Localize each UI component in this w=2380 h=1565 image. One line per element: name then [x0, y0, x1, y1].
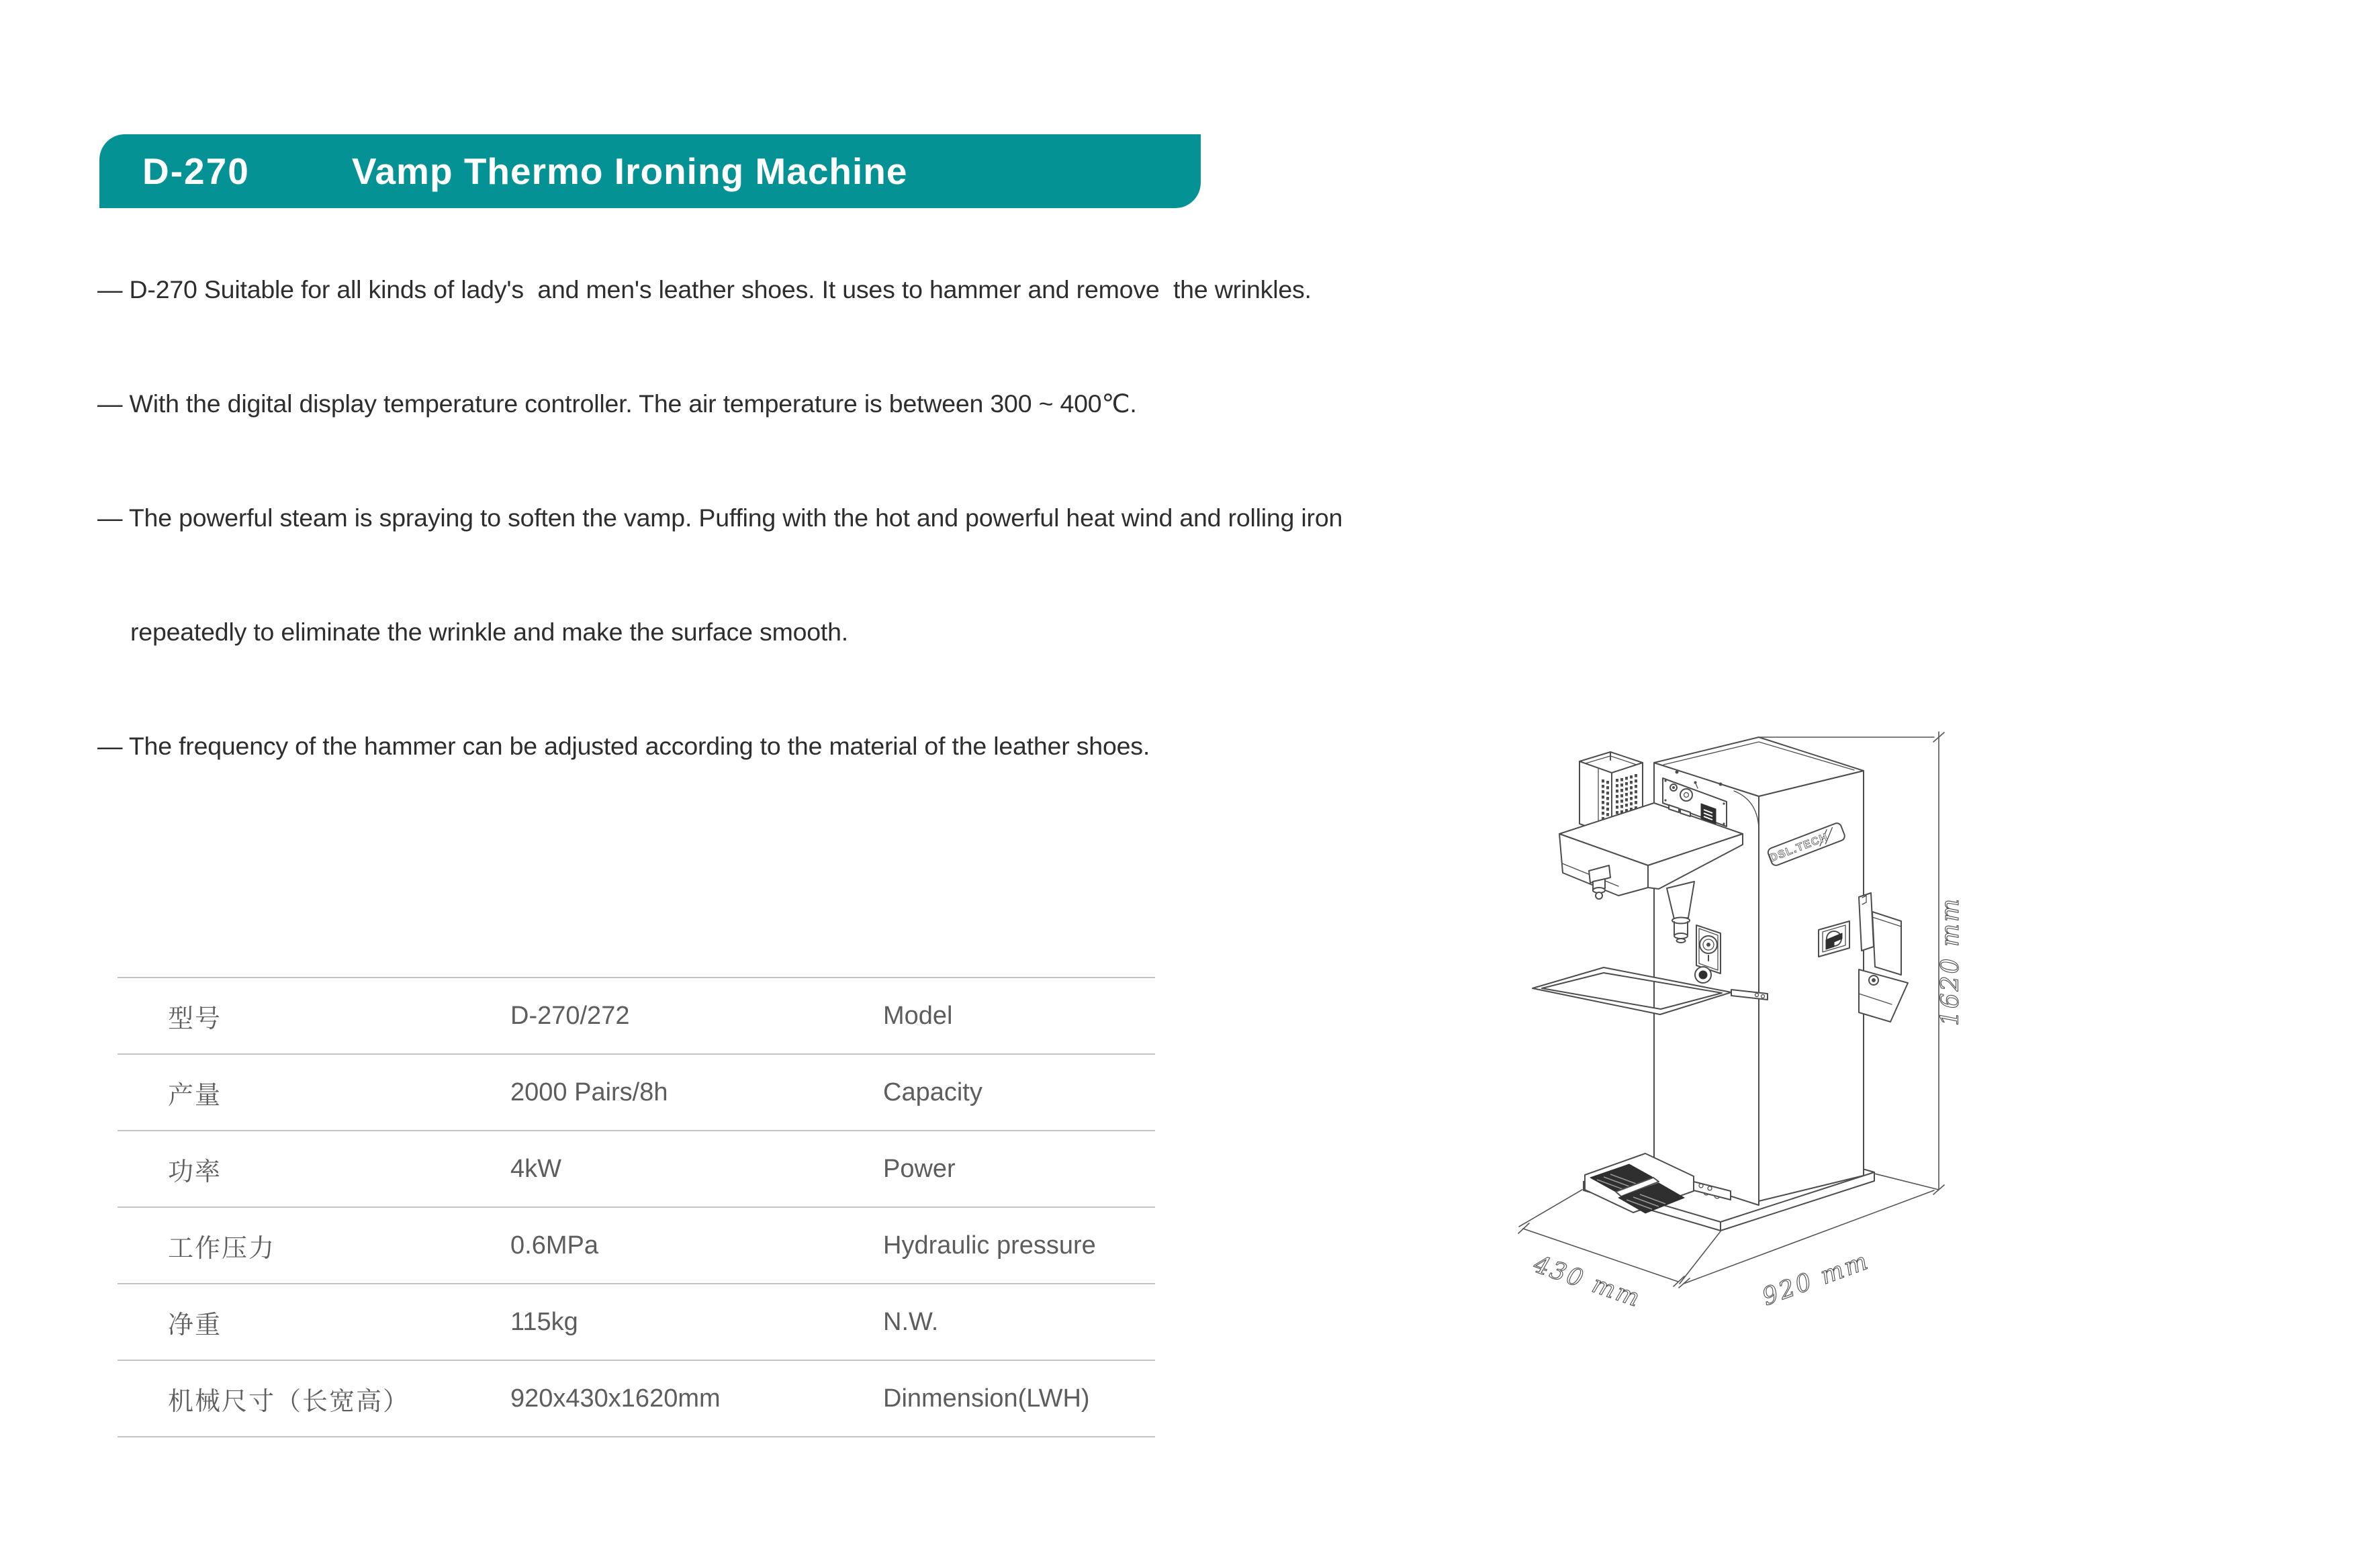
depth-dimension-label: 430 mm [1530, 1250, 1645, 1313]
spec-value: 920x430x1620mm [510, 1360, 883, 1437]
spec-label-en: Dinmension(LWH) [883, 1360, 1155, 1437]
spec-value: 0.6MPa [510, 1207, 883, 1284]
spec-label-cn: 工作压力 [118, 1207, 510, 1284]
spec-value: D-270/272 [510, 978, 883, 1054]
spec-label-en: Capacity [883, 1054, 1155, 1131]
table-row [118, 1284, 1155, 1360]
table-row [118, 1054, 1155, 1131]
height-dimension-label: 1620 mm [1937, 896, 1964, 1027]
feature-item: — With the digital display temperature controller. The air temperature is between 300 ~ 400℃. [97, 389, 1137, 418]
table-row [118, 1360, 1155, 1437]
machine-technical-drawing [1498, 712, 2062, 1504]
feature-item-continuation: repeatedly to eliminate the wrinkle and make the surface smooth. [130, 618, 849, 646]
table-row [118, 978, 1155, 1054]
feature-item: — The frequency of the hammer can be adjusted according to the material of the leather shoes. [97, 732, 1150, 760]
spec-value: 2000 Pairs/8h [510, 1054, 883, 1131]
spec-label-en: Hydraulic pressure [883, 1207, 1155, 1284]
table-row [118, 1207, 1155, 1284]
feature-item: — The powerful steam is spraying to soften the vamp. Puffing with the hot and powerful heat wind and rolling iron [97, 504, 1343, 532]
spec-label-cn: 机械尺寸（长宽高） [118, 1360, 510, 1437]
spec-label-cn: 功率 [118, 1131, 510, 1207]
feature-item: — D-270 Suitable for all kinds of lady's and men's leather shoes. It uses to hammer and remove the wrinkles. [97, 275, 1312, 303]
spec-table [118, 977, 1155, 1437]
spec-value: 115kg [510, 1284, 883, 1360]
spec-label-cn: 产量 [118, 1054, 510, 1131]
spec-label-cn: 型号 [118, 978, 510, 1054]
spec-label-en: N.W. [883, 1284, 1155, 1360]
spec-label-en: Model [883, 978, 1155, 1054]
header-banner [99, 134, 1201, 208]
side-accessory [1859, 893, 1908, 1022]
model-code: D-270 [142, 150, 250, 192]
spec-label-cn: 净重 [118, 1284, 510, 1360]
spec-value: 4kW [510, 1131, 883, 1207]
page-title: Vamp Thermo Ironing Machine [351, 150, 908, 192]
table-row [118, 1131, 1155, 1207]
brand-text: DSL.TECH [1768, 831, 1830, 865]
width-dimension-label: 920 mm [1758, 1247, 1874, 1311]
spec-label-en: Power [883, 1131, 1155, 1207]
